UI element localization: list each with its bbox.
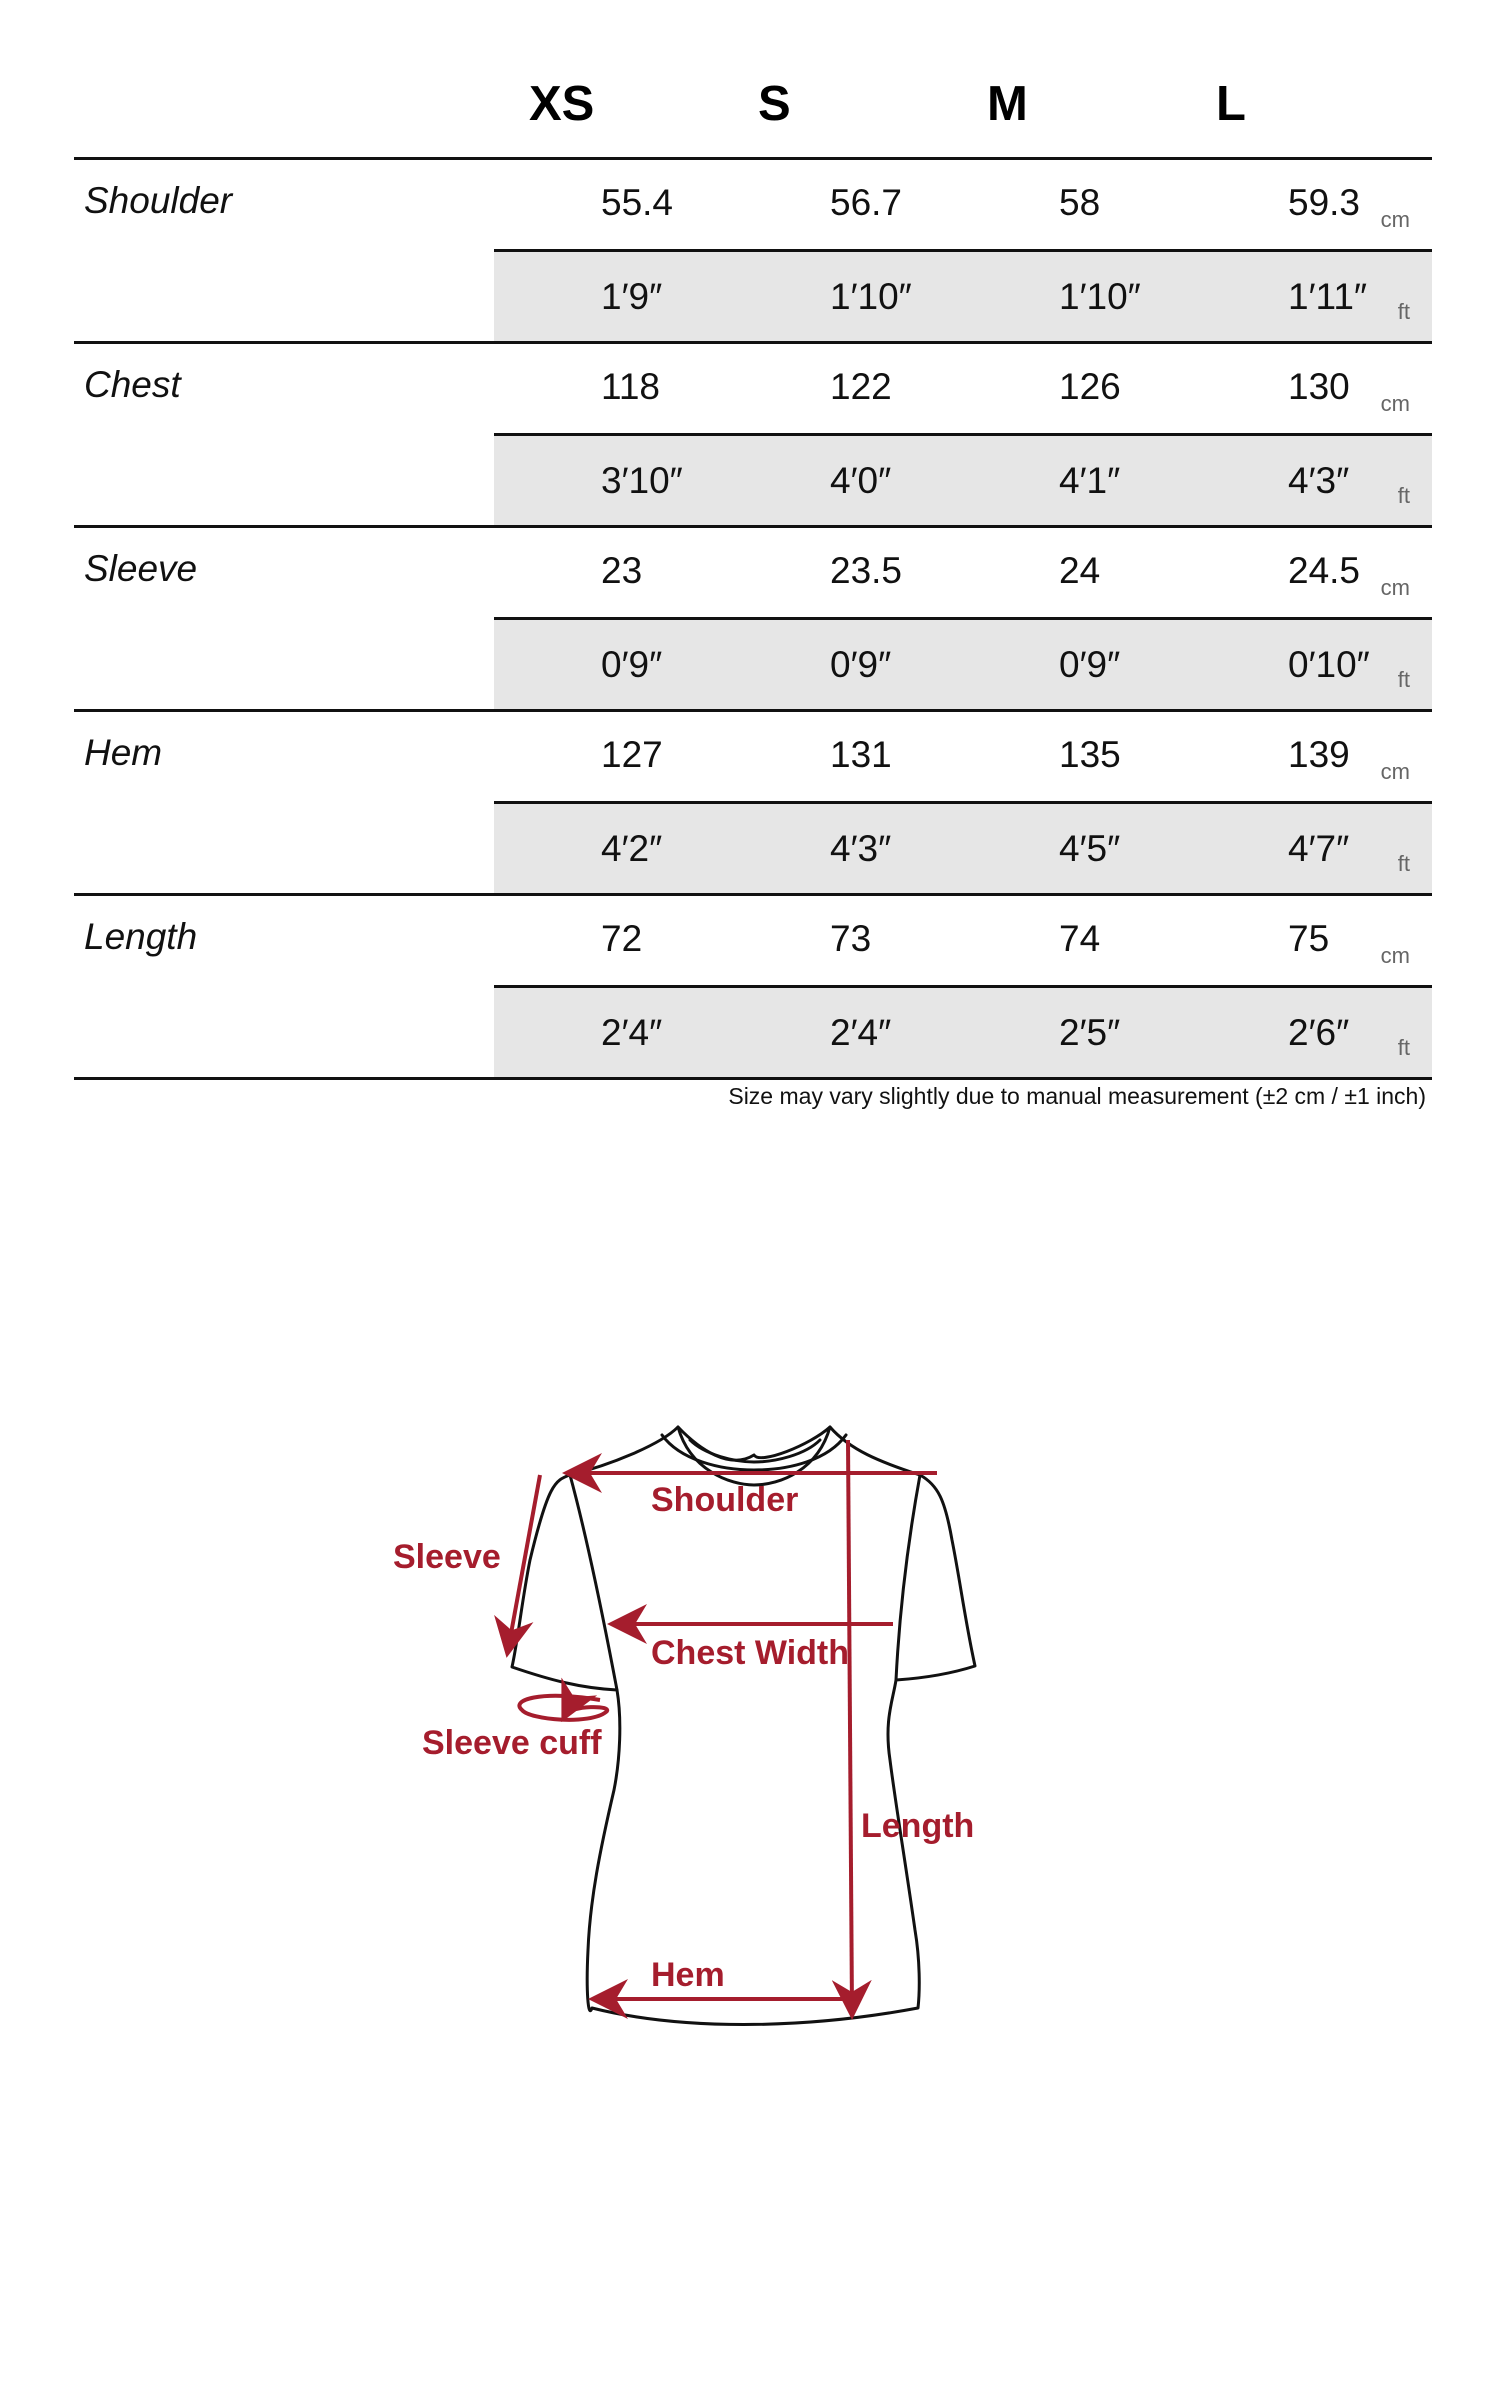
value-cell: 4′3″ [830, 828, 892, 869]
shoulder-label: Shoulder [651, 1481, 799, 1519]
length-arrow [848, 1440, 852, 2012]
value-cell: 23.5 [830, 550, 903, 591]
value-cell: 2′6″ [1288, 1012, 1350, 1053]
value-cell: 4′1″ [1059, 460, 1121, 501]
unit-label-cm: cm [1380, 575, 1410, 600]
value-cell: 131 [830, 734, 892, 775]
unit-label-ft: ft [1397, 851, 1410, 876]
value-cell: 0′9″ [601, 644, 663, 685]
sleeve-arrow [508, 1475, 540, 1650]
unit-label-ft: ft [1397, 299, 1410, 324]
value-cell: 122 [830, 366, 892, 407]
value-cell: 127 [601, 734, 663, 775]
value-cell: 118 [601, 366, 660, 407]
unit-label-cm: cm [1380, 207, 1410, 232]
value-cell: 0′10″ [1288, 644, 1370, 685]
value-cell: 72 [601, 918, 643, 959]
measurement-label: Sleeve [84, 548, 198, 589]
value-cell: 4′2″ [601, 828, 663, 869]
value-cell: 1′10″ [1059, 276, 1141, 317]
value-cell: 56.7 [830, 182, 903, 223]
chest-width-label: Chest Width [651, 1634, 850, 1672]
value-cell: 2′4″ [601, 1012, 663, 1053]
value-cell: 75 [1288, 918, 1330, 959]
value-cell: 0′9″ [1059, 644, 1121, 685]
value-cell: 4′3″ [1288, 460, 1350, 501]
value-cell: 1′11″ [1288, 276, 1368, 317]
unit-label-ft: ft [1397, 483, 1410, 508]
sleeve-label: Sleeve [393, 1538, 501, 1576]
size-header-s: S [758, 77, 791, 131]
unit-label-cm: cm [1380, 759, 1410, 784]
value-cell: 135 [1059, 734, 1121, 775]
unit-label-cm: cm [1380, 391, 1410, 416]
unit-label-ft: ft [1397, 1035, 1410, 1060]
tshirt-collar-rim [690, 1440, 820, 1462]
value-cell: 55.4 [601, 182, 674, 223]
value-cell: 58 [1059, 182, 1101, 223]
measurement-label: Chest [84, 364, 181, 405]
unit-label-cm: cm [1380, 943, 1410, 968]
length-label: Length [861, 1807, 975, 1845]
size-header-l: L [1216, 77, 1246, 131]
value-cell: 23 [601, 550, 643, 591]
value-cell: 130 [1288, 366, 1350, 407]
value-cell: 126 [1059, 366, 1121, 407]
value-cell: 139 [1288, 734, 1350, 775]
value-cell: 2′4″ [830, 1012, 892, 1053]
hem-label: Hem [651, 1956, 725, 1994]
value-cell: 4′5″ [1059, 828, 1121, 869]
unit-label-ft: ft [1397, 667, 1410, 692]
measurement-label: Length [84, 916, 198, 957]
value-cell: 4′0″ [830, 460, 892, 501]
value-cell: 2′5″ [1059, 1012, 1121, 1053]
value-cell: 74 [1059, 918, 1101, 959]
value-cell: 24.5 [1288, 550, 1361, 591]
tshirt-left-armhole [570, 1475, 617, 1690]
value-cell: 3′10″ [601, 460, 683, 501]
value-cell: 59.3 [1288, 182, 1361, 223]
value-cell: 0′9″ [830, 644, 892, 685]
value-cell: 4′7″ [1288, 828, 1350, 869]
size-header-xs: XS [529, 77, 595, 131]
value-cell: 1′9″ [601, 276, 663, 317]
sleeve-cuff-arrow [519, 1696, 607, 1720]
sleeve-cuff-label: Sleeve cuff [422, 1724, 602, 1762]
tshirt-right-armhole [896, 1475, 920, 1680]
value-cell: 73 [830, 918, 872, 959]
value-cell: 24 [1059, 550, 1101, 591]
size-header-m: M [987, 77, 1028, 131]
measurement-label: Shoulder [84, 180, 233, 221]
measurement-label: Hem [84, 732, 163, 773]
measurement-disclaimer: Size may vary slightly due to manual measurement (±2 cm / ±1 inch) [728, 1083, 1426, 1109]
value-cell: 1′10″ [830, 276, 912, 317]
